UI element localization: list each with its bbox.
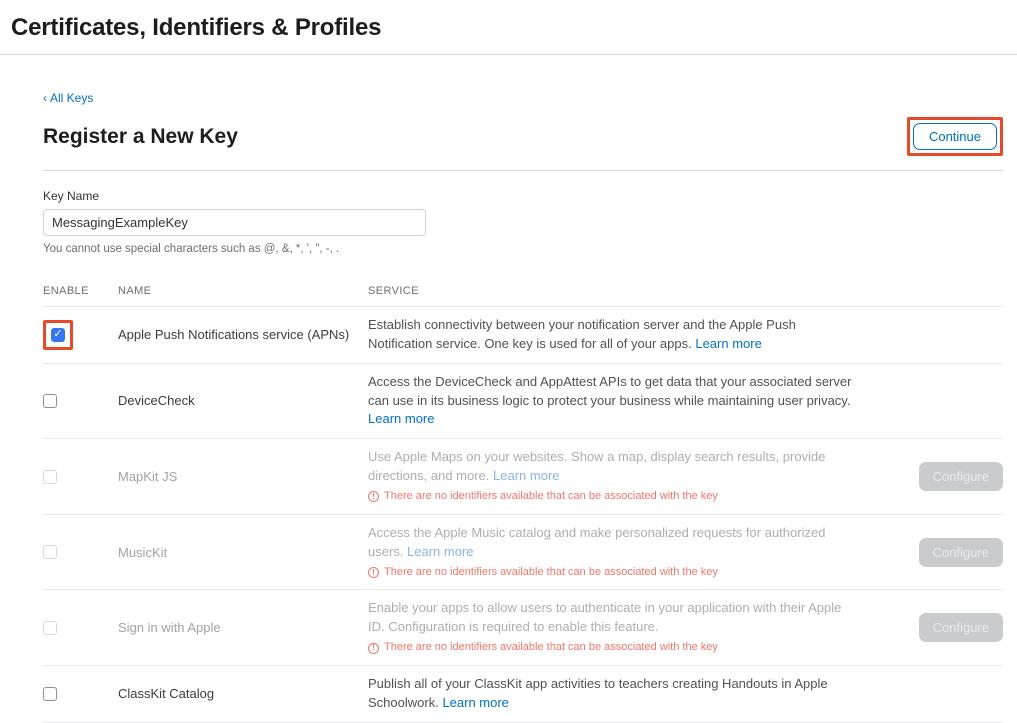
- configure-button[interactable]: Configure: [919, 462, 1003, 491]
- warning-exclamation-icon: !: [368, 491, 379, 502]
- table-header-row: [43, 285, 1003, 307]
- table-row: [43, 666, 1003, 723]
- table-row: [43, 590, 1003, 666]
- configure-button[interactable]: Configure: [919, 613, 1003, 642]
- warning-line: [368, 640, 858, 656]
- table-row: [43, 307, 1003, 364]
- chevron-left-icon: ‹: [43, 91, 47, 105]
- enable-cell: [43, 621, 118, 635]
- checkbox-annotation-wrap: [43, 687, 57, 701]
- checkbox-annotation-wrap: [43, 394, 57, 408]
- service-description-cell: [368, 524, 888, 581]
- page-header: [0, 0, 1017, 55]
- learn-more-link[interactable]: Learn more: [442, 694, 509, 710]
- configure-button[interactable]: Configure: [919, 538, 1003, 567]
- column-header-spacer: [888, 285, 1003, 297]
- table-row: [43, 515, 1003, 591]
- service-name: ClassKit Catalog: [118, 686, 215, 702]
- enable-cell: [43, 687, 118, 701]
- checkbox-annotation-wrap: [43, 621, 57, 635]
- service-name: Sign in with Apple: [118, 620, 221, 636]
- key-name-label: Key Name: [43, 189, 100, 203]
- table-row: [43, 439, 1003, 515]
- enable-checkbox[interactable]: [43, 470, 57, 484]
- enable-cell: [43, 470, 118, 484]
- content-area: [0, 55, 1017, 723]
- checkbox-annotation-wrap: [43, 320, 73, 350]
- service-description: Publish all of your ClassKit app activities to teachers creating Handouts in Apple Schoolwork.: [368, 676, 828, 710]
- warning-text: There are no identifiers available that can be associated with the key: [384, 641, 718, 654]
- enable-checkbox[interactable]: [43, 687, 57, 701]
- column-header-name: NAME: [118, 285, 152, 297]
- table-body: [43, 307, 1003, 723]
- service-description-cell: [368, 599, 888, 656]
- service-name: DeviceCheck: [118, 393, 195, 409]
- page-title: Certificates, Identifiers & Profiles: [11, 14, 382, 41]
- key-name-section: [43, 189, 1003, 255]
- warning-line: [368, 565, 858, 581]
- checkbox-annotation-wrap: [43, 545, 57, 559]
- continue-annotation-highlight: [907, 117, 1003, 156]
- enable-checkbox[interactable]: [43, 545, 57, 559]
- service-description-cell: [368, 316, 888, 354]
- service-description-cell: [368, 448, 888, 505]
- column-header-enable: ENABLE: [43, 285, 89, 297]
- learn-more-link[interactable]: Learn more: [695, 335, 762, 351]
- enable-checkbox[interactable]: [43, 621, 57, 635]
- enable-cell: [43, 320, 118, 350]
- learn-more-link[interactable]: Learn more: [493, 468, 560, 484]
- service-description: Use Apple Maps on your websites. Show a map, display search results, provide directions, and more.: [368, 449, 826, 484]
- learn-more-link[interactable]: Learn more: [407, 543, 474, 559]
- warning-line: [368, 489, 858, 505]
- service-description: Establish connectivity between your notification server and the Apple Push Notification service. One key is used for all of your apps.: [368, 317, 796, 351]
- service-name: MusicKit: [118, 544, 168, 560]
- key-name-input[interactable]: [43, 209, 426, 236]
- form-heading: Register a New Key: [43, 124, 238, 148]
- enable-cell: [43, 545, 118, 559]
- warning-exclamation-icon: !: [368, 643, 379, 654]
- configure-cell: [888, 538, 1003, 567]
- service-description-cell: [368, 675, 888, 713]
- configure-cell: [888, 462, 1003, 491]
- warning-text: There are no identifiers available that can be associated with the key: [384, 565, 718, 578]
- learn-more-link[interactable]: Learn more: [368, 411, 435, 427]
- column-header-service: SERVICE: [368, 285, 419, 297]
- enable-checkbox[interactable]: [51, 328, 65, 342]
- table-row: [43, 364, 1003, 440]
- service-description: Access the DeviceCheck and AppAttest APIs to get data that your associated server can use in its business logic to protect your business while maintaining user privacy.: [368, 373, 852, 408]
- service-description: Enable your apps to allow users to authenticate in your application with their Apple ID. Configuration is required to enable this feature.: [368, 600, 842, 635]
- breadcrumb-all-keys-link[interactable]: [43, 91, 93, 105]
- continue-button[interactable]: Continue: [913, 123, 997, 150]
- services-table: [43, 285, 1003, 723]
- enable-checkbox[interactable]: [43, 394, 57, 408]
- service-description: Access the Apple Music catalog and make personalized requests for authorized users.: [368, 524, 826, 559]
- service-description-cell: [368, 373, 888, 430]
- key-name-help-text: You cannot use special characters such as @, &, *, ', ", -, .: [43, 243, 340, 255]
- service-name: MapKit JS: [118, 469, 178, 485]
- checkbox-annotation-wrap: [43, 470, 57, 484]
- service-name: Apple Push Notifications service (APNs): [118, 327, 350, 343]
- warning-text: There are no identifiers available that can be associated with the key: [384, 489, 718, 502]
- enable-cell: [43, 394, 118, 408]
- breadcrumb-label: All Keys: [50, 91, 94, 105]
- heading-row: [43, 117, 1003, 171]
- warning-exclamation-icon: !: [368, 567, 379, 578]
